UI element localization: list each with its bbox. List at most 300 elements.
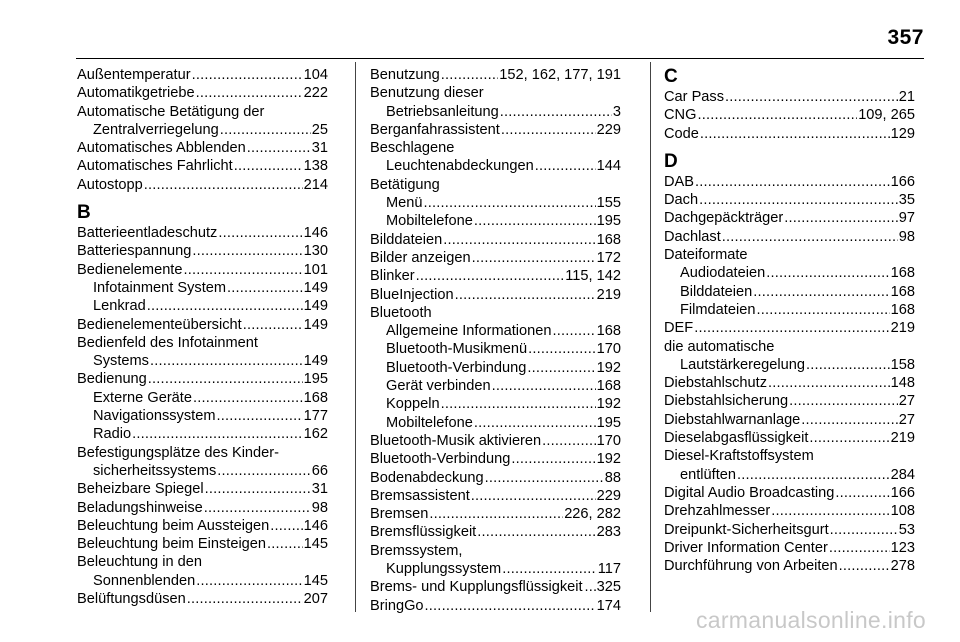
- index-entry-label: Diebstahlsicherung: [664, 393, 789, 410]
- index-entry-label: Bluetooth-Verbindung: [386, 359, 527, 376]
- index-entry-label: Dachgepäckträger: [664, 210, 784, 227]
- index-entry-page: 145: [303, 572, 328, 589]
- index-column-1: [77, 66, 328, 608]
- index-entry-label: Beladungshinweise: [77, 499, 203, 516]
- index-entry-label: Autostopp: [77, 176, 143, 193]
- dot-leader: [700, 125, 890, 143]
- dot-leader: [722, 228, 898, 246]
- dot-leader: [247, 139, 311, 157]
- index-entry-heading: Beleuchtung in den: [77, 554, 202, 571]
- dot-leader: [806, 356, 890, 374]
- dot-leader: [204, 499, 311, 517]
- index-subentry: [370, 157, 621, 175]
- index-subentry: [370, 194, 621, 212]
- index-entry-label: Leuchtenabdeckungen: [386, 158, 534, 175]
- dot-leader: [527, 359, 595, 377]
- dot-leader: [725, 88, 898, 106]
- index-entry-heading: Dateiformate: [664, 247, 748, 264]
- column-divider: [650, 62, 651, 612]
- index-entry-label: Bremsflüssigkeit: [370, 524, 477, 541]
- page-number: 357: [887, 26, 924, 49]
- dot-leader: [441, 395, 596, 413]
- index-entry-label: Betriebsanleitung: [386, 103, 499, 120]
- dot-leader: [220, 121, 311, 139]
- index-entry-page: 168: [596, 378, 621, 395]
- index-entry-page: 66: [311, 462, 328, 479]
- index-entry-page: 219: [596, 286, 621, 303]
- dot-leader: [472, 249, 596, 267]
- dot-leader: [471, 487, 596, 505]
- index-entry-label: Beleuchtung beim Aussteigen: [77, 517, 270, 534]
- index-entry-page: 31: [311, 140, 328, 157]
- index-entry: [77, 66, 328, 84]
- index-subentry: [370, 377, 621, 395]
- index-subentry: [664, 283, 915, 301]
- index-entry-label: Außentemperatur: [77, 67, 191, 83]
- index-entry: [370, 249, 621, 267]
- index-entry-page: 195: [303, 371, 328, 388]
- index-entry-label: Mobiltelefone: [386, 414, 473, 431]
- index-entry-label: Sonnenblenden: [93, 572, 196, 589]
- index-entry-label: Automatisches Abblenden: [77, 140, 246, 157]
- index-entry-label: Bluetooth-Musik aktivieren: [370, 432, 542, 449]
- index-entry-page: 21: [898, 89, 915, 105]
- index-entry-label: Automatikgetriebe: [77, 85, 195, 102]
- index-entry-label: Digital Audio Broadcasting: [664, 484, 835, 501]
- dot-leader: [737, 466, 890, 484]
- dot-leader: [697, 106, 857, 124]
- index-entry-label: Bodenabdeckung: [370, 469, 484, 486]
- index-entry-page: 195: [596, 213, 621, 230]
- index-entry: [77, 517, 328, 535]
- index-entry-label: Blinker: [370, 268, 415, 285]
- index-entry-label: Belüftungsdüsen: [77, 591, 186, 608]
- index-entry-label: Beheizbare Spiegel: [77, 481, 204, 498]
- index-entry-page: 219: [890, 430, 915, 447]
- index-subentry: [77, 297, 328, 315]
- index-entry-page: 284: [890, 466, 915, 483]
- index-entry-label: Bluetooth-Verbindung: [370, 451, 511, 468]
- index-entry: [664, 429, 915, 447]
- index-entry-page: 31: [311, 481, 328, 498]
- index-subentry: [77, 572, 328, 590]
- index-entry-label: Infotainment System: [93, 279, 227, 296]
- dot-leader: [829, 539, 890, 557]
- index-entry-heading: Bedienfeld des Infotainment: [77, 334, 258, 351]
- index-entry-page: 97: [898, 210, 915, 227]
- index-entry-page: 168: [596, 231, 621, 248]
- index-entry-page: 168: [303, 389, 328, 406]
- index-entry-page: 129: [890, 125, 915, 142]
- index-entry: [664, 411, 915, 429]
- dot-leader: [585, 578, 597, 596]
- dot-leader: [535, 157, 596, 175]
- index-entry: [370, 469, 621, 487]
- dot-leader: [150, 352, 303, 370]
- dot-leader: [455, 286, 596, 304]
- index-entry-label: Durchführung von Arbeiten: [664, 558, 838, 575]
- dot-leader: [502, 560, 597, 578]
- dot-leader: [218, 224, 302, 242]
- dot-leader: [477, 523, 595, 541]
- index-entry-page: 108: [890, 503, 915, 520]
- dot-leader: [839, 557, 890, 575]
- index-entry-page: 192: [596, 359, 621, 376]
- index-entry-label: Dach: [664, 192, 699, 209]
- index-entry-page: 98: [311, 499, 328, 516]
- index-subentry: [664, 301, 915, 319]
- index-entry-page: 123: [890, 539, 915, 556]
- dot-leader: [217, 462, 310, 480]
- index-entry-page: 149: [303, 353, 328, 370]
- index-entry-heading: Diesel-Kraftstoffsystem: [664, 448, 814, 465]
- index-entry-label: Bluetooth-Musikmenü: [386, 341, 528, 358]
- index-entry-page: 98: [898, 228, 915, 245]
- index-entry-label: Radio: [93, 426, 132, 443]
- index-entry-label: entlüften: [680, 466, 736, 483]
- dot-leader: [429, 505, 563, 523]
- index-entry-label: Bilder anzeigen: [370, 249, 471, 266]
- index-entry-label: Drehzahlmesser: [664, 503, 771, 520]
- index-subentry: [664, 264, 915, 282]
- dot-leader: [243, 316, 303, 334]
- index-entry-label: Benutzung: [370, 67, 440, 83]
- index-entry-page: 229: [596, 487, 621, 504]
- index-entry-page: 283: [596, 524, 621, 541]
- index-entry-label: Filmdateien: [680, 301, 756, 318]
- index-entry-page: 207: [303, 591, 328, 608]
- index-entry-page: 138: [303, 158, 328, 175]
- dot-leader: [196, 572, 302, 590]
- dot-leader: [768, 374, 890, 392]
- index-entry-page: 27: [898, 393, 915, 410]
- index-entry: [370, 267, 621, 285]
- index-entry-label: Kupplungssystem: [386, 561, 502, 578]
- index-entry-heading: Betätigung: [370, 176, 440, 193]
- index-entry-label: Bilddateien: [680, 283, 753, 300]
- index-entry-page: 88: [604, 469, 621, 486]
- index-entry-page: 168: [890, 283, 915, 300]
- index-subentry: [370, 359, 621, 377]
- index-entry-page: 130: [303, 243, 328, 260]
- index-entry-page: 168: [890, 301, 915, 318]
- index-entry: [370, 597, 621, 615]
- dot-leader: [192, 66, 303, 84]
- index-entry-heading: Beschlagene: [370, 140, 455, 157]
- index-entry-page: 168: [596, 323, 621, 340]
- index-entry-heading: Bremssystem,: [370, 542, 463, 559]
- index-entry-heading: Befestigungsplätze des Kinder-: [77, 444, 280, 461]
- index-entry: [77, 157, 328, 175]
- index-subentry: [77, 352, 328, 370]
- index-entry-label: Beleuchtung beim Einsteigen: [77, 536, 267, 553]
- index-entry: [77, 84, 328, 102]
- index-entry: [664, 228, 915, 246]
- index-entry: [664, 557, 915, 575]
- dot-leader: [753, 283, 889, 301]
- index-entry-label: Systems: [93, 353, 149, 370]
- index-entry-label: Lautstärkeregelung: [680, 356, 805, 373]
- index-entry-label: Bremsassistent: [370, 487, 470, 504]
- index-entry-page: 158: [890, 356, 915, 373]
- index-entry-label: Dreipunkt-Sicherheitsgurt: [664, 521, 829, 538]
- index-entry-label: BringGo: [370, 597, 424, 614]
- dot-leader: [694, 319, 889, 337]
- dot-leader: [784, 209, 898, 227]
- index-entry-page: 145: [303, 536, 328, 553]
- index-entry: [370, 286, 621, 304]
- dot-leader: [474, 212, 596, 230]
- index-entry-page: 146: [303, 517, 328, 534]
- index-entry-page: 149: [303, 279, 328, 296]
- dot-leader: [485, 469, 604, 487]
- dot-leader: [187, 590, 303, 608]
- index-entry-page: 229: [596, 121, 621, 138]
- index-entry: [77, 499, 328, 517]
- index-entry: [370, 487, 621, 505]
- index-entry-page: 168: [890, 265, 915, 282]
- index-subentry: [77, 425, 328, 443]
- index-entry: [370, 450, 621, 468]
- dot-leader: [443, 231, 595, 249]
- index-entry-label: Bedienung: [77, 371, 147, 388]
- dot-leader: [528, 340, 595, 358]
- index-entry-page: 117: [597, 561, 621, 578]
- dot-leader: [193, 389, 303, 407]
- index-entry: [370, 578, 621, 596]
- index-entry-page: 109, 265: [858, 107, 915, 124]
- index-entry-label: Gerät verbinden: [386, 378, 491, 395]
- dot-leader: [766, 264, 889, 282]
- index-entry: [664, 502, 915, 520]
- dot-leader: [270, 517, 302, 535]
- dot-leader: [192, 242, 302, 260]
- index-letter-heading: B: [77, 202, 91, 224]
- index-column-2: [370, 66, 621, 615]
- index-entry-label: Brems- und Kupplungsflüssigkeit: [370, 579, 583, 596]
- dot-leader: [695, 173, 890, 191]
- index-column-3: [664, 66, 915, 575]
- index-entry: [77, 261, 328, 279]
- index-entry-page: 149: [303, 298, 328, 315]
- index-entry-label: Batterieentladeschutz: [77, 225, 218, 242]
- index-entry-page: 155: [596, 195, 621, 212]
- index-entry: [664, 374, 915, 392]
- index-entry-heading: Benutzung dieser: [370, 85, 484, 102]
- dot-leader: [830, 521, 898, 539]
- index-entry-label: Navigationssystem: [93, 408, 216, 425]
- index-entry-label: Driver Information Center: [664, 539, 828, 556]
- index-subentry: [77, 279, 328, 297]
- index-entry-page: 174: [596, 597, 621, 614]
- index-letter-heading: C: [664, 66, 678, 87]
- dot-leader: [492, 377, 596, 395]
- dot-leader: [809, 429, 889, 447]
- index-subentry: [77, 462, 328, 480]
- index-entry-label: Bremsen: [370, 506, 429, 523]
- index-entry: [370, 121, 621, 139]
- dot-leader: [416, 267, 565, 285]
- index-entry-page: 226, 282: [564, 506, 621, 523]
- index-entry: [370, 505, 621, 523]
- dot-leader: [148, 370, 303, 388]
- index-entry-page: 325: [596, 579, 621, 596]
- index-entry-page: 101: [303, 261, 328, 278]
- index-entry-page: 115, 142: [565, 268, 621, 285]
- index-entry-page: 149: [303, 316, 328, 333]
- dot-leader: [234, 157, 303, 175]
- dot-leader: [789, 392, 898, 410]
- index-letter-heading: D: [664, 150, 678, 172]
- index-entry-label: Bedienelemente: [77, 261, 183, 278]
- index-entry: [664, 319, 915, 337]
- index-entry-page: 177: [303, 408, 328, 425]
- index-entry-page: 144: [596, 158, 621, 175]
- watermark: carmanualsonline.info: [695, 607, 926, 633]
- index-entry-page: 192: [596, 396, 621, 413]
- dot-leader: [699, 191, 898, 209]
- dot-leader: [542, 432, 595, 450]
- index-entry-label: DEF: [664, 320, 694, 337]
- index-entry-label: Lenkrad: [93, 298, 146, 315]
- index-entry: [77, 370, 328, 388]
- index-entry-label: Car Pass: [664, 89, 725, 105]
- index-subentry: [370, 395, 621, 413]
- index-entry-page: 214: [303, 176, 328, 193]
- dot-leader: [511, 450, 595, 468]
- dot-leader: [424, 194, 596, 212]
- dot-leader: [500, 103, 612, 121]
- index-entry-page: 146: [303, 225, 328, 242]
- index-entry-page: 104: [303, 67, 328, 83]
- index-entry-label: Automatisches Fahrlicht: [77, 158, 233, 175]
- index-entry-label: Koppeln: [386, 396, 440, 413]
- index-entry-label: Diebstahlschutz: [664, 375, 768, 392]
- index-subentry: [370, 414, 621, 432]
- dot-leader: [835, 484, 889, 502]
- index-entry: [77, 176, 328, 194]
- index-entry-label: Bedienelementeübersicht: [77, 316, 242, 333]
- dot-leader: [183, 261, 302, 279]
- index-entry-page: 148: [890, 375, 915, 392]
- dot-leader: [216, 407, 302, 425]
- index-entry: [370, 523, 621, 541]
- index-entry-label: BlueInjection: [370, 286, 454, 303]
- dot-leader: [147, 297, 303, 315]
- index-entry-page: 152, 162, 177, 191: [499, 67, 621, 83]
- index-entry-page: 170: [596, 432, 621, 449]
- index-entry: [77, 316, 328, 334]
- index-entry-label: Bilddateien: [370, 231, 443, 248]
- column-divider: [355, 62, 356, 612]
- dot-leader: [441, 66, 498, 84]
- index-entry: [664, 106, 915, 124]
- dot-leader: [132, 425, 303, 443]
- index-entry-page: 3: [612, 103, 621, 120]
- index-entry: [77, 139, 328, 157]
- index-entry: [77, 535, 328, 553]
- index-entry-label: Batteriespannung: [77, 243, 192, 260]
- index-entry-label: sicherheitssystems: [93, 462, 217, 479]
- dot-leader: [501, 121, 596, 139]
- index-subentry: [370, 322, 621, 340]
- index-entry: [77, 590, 328, 608]
- index-entry-page: 172: [596, 249, 621, 266]
- index-subentry: [77, 407, 328, 425]
- index-entry: [664, 88, 915, 106]
- index-entry: [77, 242, 328, 260]
- index-entry-page: 27: [898, 411, 915, 428]
- index-entry-label: Allgemeine Informationen: [386, 323, 552, 340]
- dot-leader: [196, 84, 303, 102]
- index-entry-label: Zentralverriegelung: [93, 121, 219, 138]
- dot-leader: [474, 414, 596, 432]
- index-entry-page: 222: [303, 85, 328, 102]
- index-entry: [664, 539, 915, 557]
- index-subentry: [370, 560, 621, 578]
- index-entry-label: Audiodateien: [680, 265, 766, 282]
- index-entry-page: 25: [311, 121, 328, 138]
- dot-leader: [205, 480, 311, 498]
- index-entry-page: 162: [303, 426, 328, 443]
- index-entry: [370, 231, 621, 249]
- index-subentry: [370, 212, 621, 230]
- header-rule: [76, 58, 924, 59]
- index-entry: [664, 392, 915, 410]
- index-entry-page: 166: [890, 173, 915, 190]
- index-entry-label: Code: [664, 125, 699, 142]
- index-entry-label: Diebstahlwarnanlage: [664, 411, 801, 428]
- dot-leader: [553, 322, 596, 340]
- index-entry-page: 53: [898, 521, 915, 538]
- index-entry-label: Dachlast: [664, 228, 721, 245]
- index-subentry: [77, 389, 328, 407]
- index-entry: [664, 484, 915, 502]
- index-entry-label: Berganfahrassistent: [370, 121, 500, 138]
- dot-leader: [801, 411, 897, 429]
- index-entry: [664, 191, 915, 209]
- index-entry-label: Mobiltelefone: [386, 213, 473, 230]
- index-entry-heading: die automatische: [664, 338, 775, 355]
- index-entry-page: 170: [596, 341, 621, 358]
- index-entry-label: Dieselabgasflüssigkeit: [664, 430, 809, 447]
- index-entry: [664, 125, 915, 143]
- index-entry-label: Externe Geräte: [93, 389, 192, 406]
- index-entry: [77, 224, 328, 242]
- index-entry-page: 278: [890, 558, 915, 575]
- index-entry-page: 192: [596, 451, 621, 468]
- index-entry: [664, 173, 915, 191]
- dot-leader: [227, 279, 303, 297]
- dot-leader: [144, 176, 303, 194]
- index-entry-label: Menü: [386, 195, 423, 212]
- index-entry: [370, 432, 621, 450]
- dot-leader: [771, 502, 889, 520]
- index-subentry: [664, 356, 915, 374]
- dot-leader: [425, 597, 596, 615]
- index-subentry: [77, 121, 328, 139]
- dot-leader: [756, 301, 889, 319]
- index-entry-page: 195: [596, 414, 621, 431]
- index-entry-label: DAB: [664, 173, 695, 190]
- index-subentry: [370, 340, 621, 358]
- index-subentry: [370, 103, 621, 121]
- index-entry: [370, 66, 621, 84]
- dot-leader: [267, 535, 303, 553]
- index-entry-page: 166: [890, 484, 915, 501]
- index-entry: [77, 480, 328, 498]
- index-entry-heading: Bluetooth: [370, 304, 432, 321]
